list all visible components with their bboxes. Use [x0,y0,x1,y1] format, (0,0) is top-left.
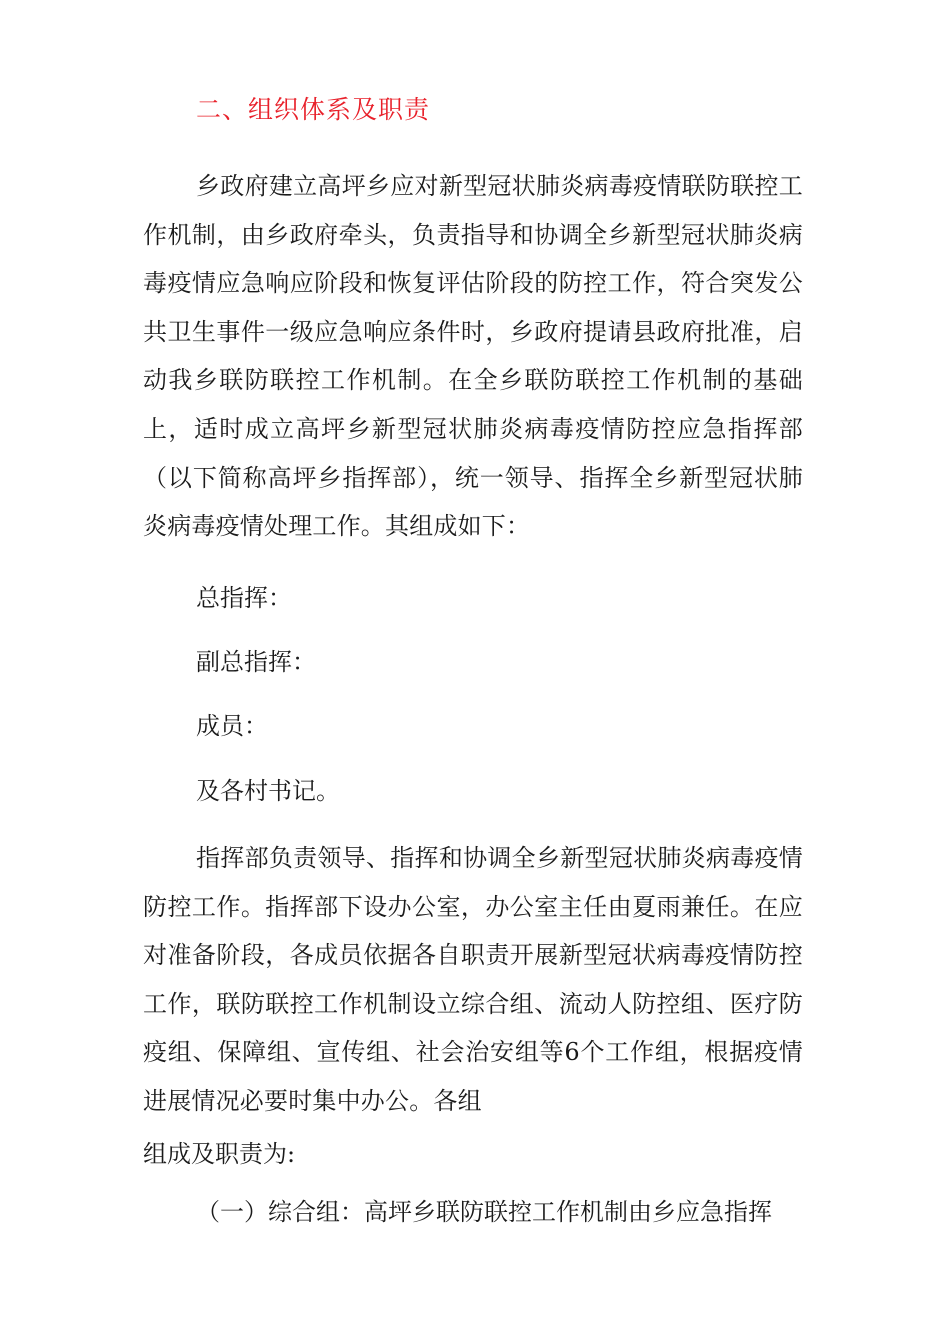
subsection-comprehensive-group: （一）综合组：高坪乡联防联控工作机制由乡应急指挥 [196,1198,772,1226]
village-secretaries-line: 及各村书记。 [196,777,340,805]
paragraph-mechanism: 乡政府建立高坪乡应对新型冠状肺炎病毒疫情联防联控工作机制，由乡政府牵头，负责指导和协调全乡新型冠状肺炎病毒疫情应急响应阶段和恢复评估阶段的防控工作，符合突发公共卫生事件一级应急响应条件时，乡政府提请县政府批准，启动我乡联防联控工作机制。在全乡联防联控工作机制的基础上，适时成立高坪乡新型冠状肺炎病毒疫情防控应急指挥部（以下简称高坪乡指挥部），统一领导、指挥全乡新型冠状肺炎病毒疫情处理工作。其组成如下： [143,172,803,541]
paragraph-headquarters: 指挥部负责领导、指挥和协调全乡新型冠状肺炎病毒疫情防控工作。指挥部下设办公室，办公室主任由夏雨兼任。在应对准备阶段，各成员依据各自职责开展新型冠状病毒疫情防控工作，联防联控工作机制设立综合组、流动人防控组、医疗防疫组、保障组、宣传组、社会治安组等6个工作组，根据疫情进展情况必要时集中办公。各组 [143,844,803,1115]
members-line: 成员： [196,712,268,740]
section-heading: 二、组织体系及职责 [196,95,431,124]
paragraph-headquarters-tail: 组成及职责为: [143,1140,296,1168]
commander-line: 总指挥： [196,584,292,612]
deputy-commander-line: 副总指挥： [196,648,316,676]
